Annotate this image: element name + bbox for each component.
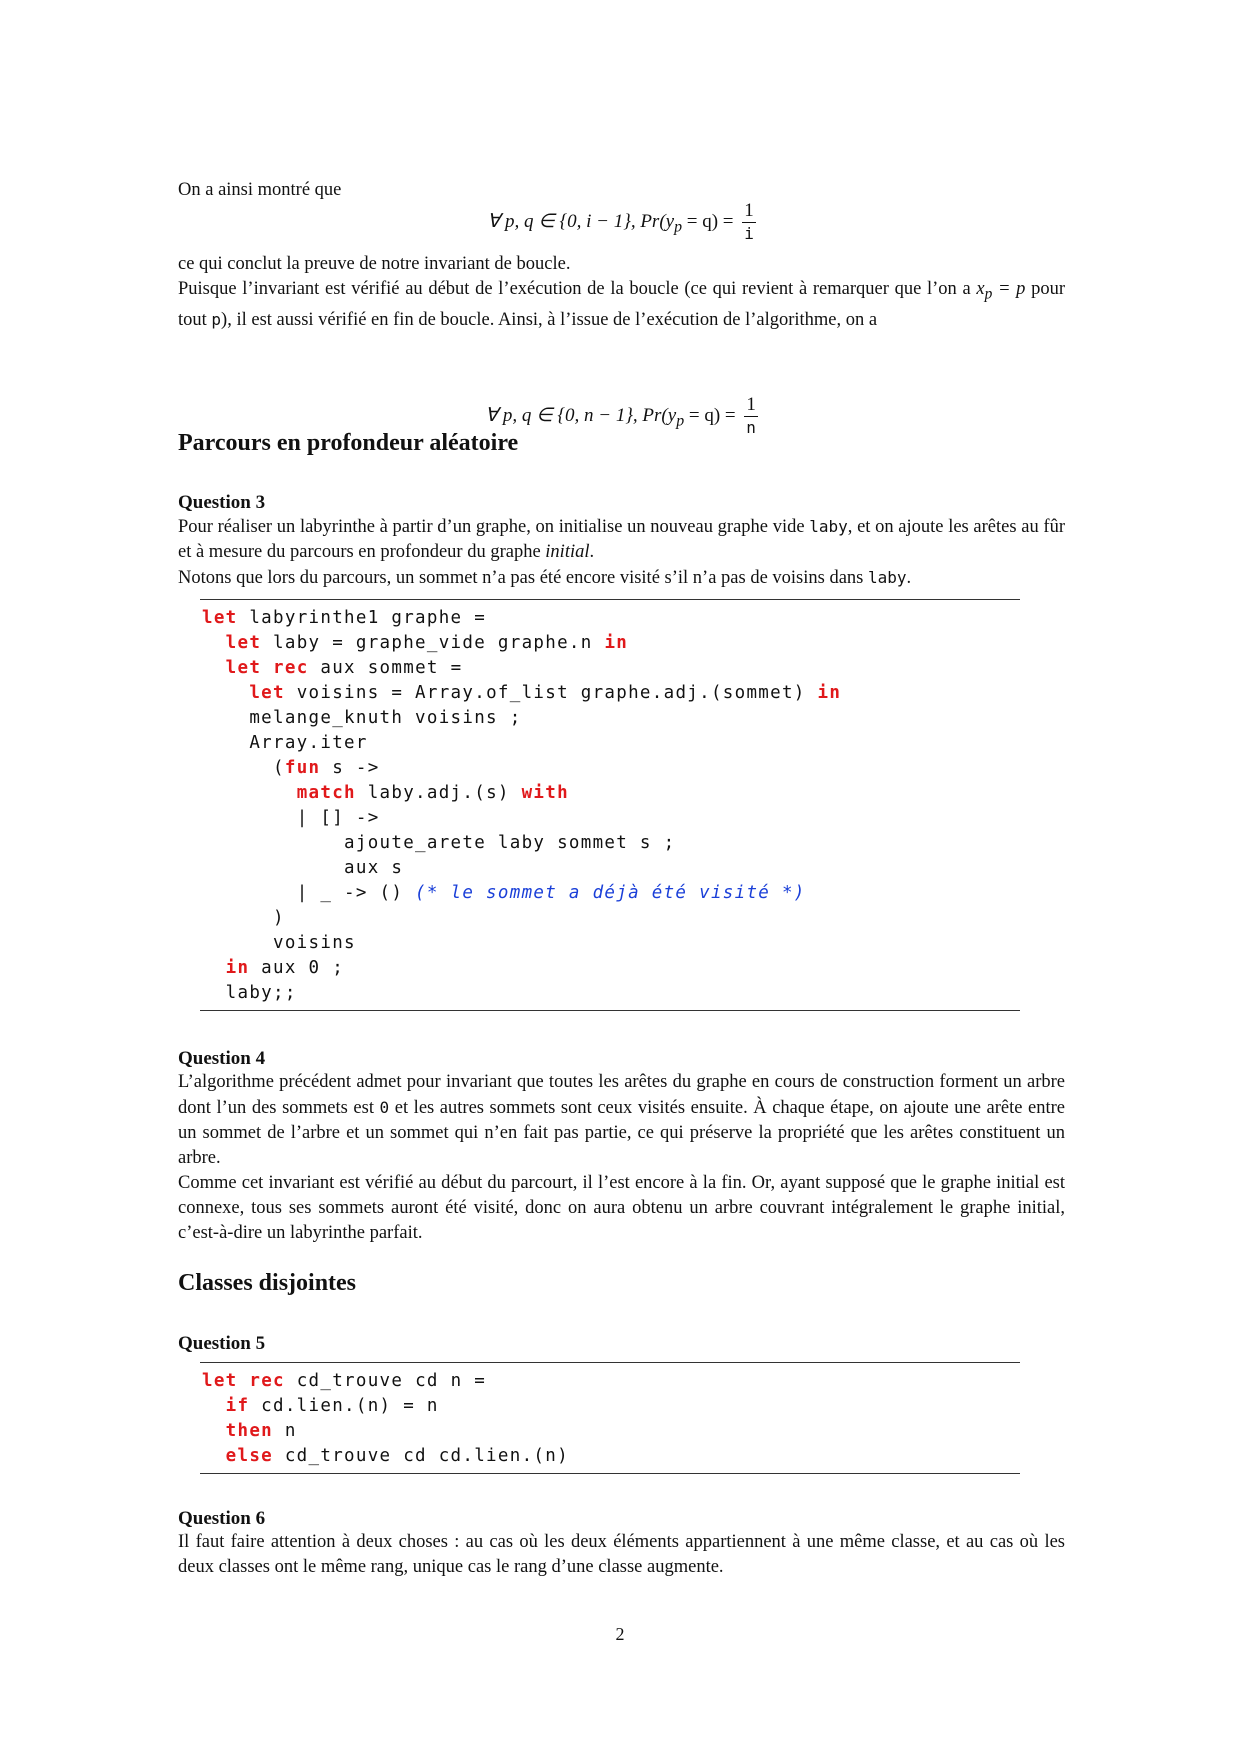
- eq1-numerator: 1: [744, 200, 754, 221]
- question-4-title: Question 4: [178, 1048, 266, 1069]
- intro-line-1: On a ainsi montré que: [178, 180, 342, 200]
- code-keyword: if: [225, 1396, 250, 1416]
- q3-p1-part-a: Pour réaliser un labyrinthe à partir d’un graphe, on initialise un nouveau graphe vide: [178, 517, 810, 537]
- code-line: Array.iter: [249, 733, 368, 753]
- code-line: | _ -> (): [296, 883, 416, 903]
- question-6-title: Question 6: [178, 1508, 266, 1529]
- eq2-denominator: n: [746, 418, 756, 437]
- code-keyword: let: [202, 608, 238, 628]
- intro-p3-part-a: Puisque l’invariant est vérifié au début de l’exécution de la boucle (ce qui revient à remarquer que l’on a: [178, 279, 977, 299]
- q3-p1-part-c: .: [589, 542, 595, 562]
- q4-p1-part-a: L’algorithme précédent admet pour invariant que toutes les arêtes du graphe en cours de construction forment un arbre dont l’un des sommets est: [178, 1072, 1065, 1118]
- code-line: laby = graphe_vide graphe.n: [261, 633, 605, 653]
- question-3-title: Question 3: [178, 492, 266, 513]
- code-keyword: rec: [273, 658, 309, 678]
- code-keyword: let: [225, 633, 262, 653]
- eq2-rhs: = q) =: [684, 404, 736, 426]
- question-6-paragraph-1: Il faut faire attention à deux choses : au cas où les deux éléments appartiennent à une même classe, et au cas où les deux classes ont le même rang, unique cas le rang d’une classe augmente.: [178, 1532, 1065, 1577]
- q3-p1-code: laby: [809, 517, 848, 536]
- q3-p2-code: laby: [868, 568, 907, 587]
- eq2-sub: p: [676, 412, 685, 430]
- question-4-paragraph-1: [178, 1070, 1065, 1171]
- code-keyword: let: [249, 683, 285, 703]
- intro-p3-sub: p: [984, 285, 993, 303]
- eq1-denominator: i: [744, 224, 754, 243]
- code-keyword: let: [202, 1371, 238, 1391]
- code-keyword: in: [817, 683, 842, 703]
- code-listing-1: [200, 600, 1020, 1010]
- intro-line-2: ce qui conclut la preuve de notre invariant de boucle.: [178, 254, 571, 274]
- code-line: (: [273, 758, 285, 778]
- code-line: cd.lien.(n) = n: [249, 1396, 439, 1416]
- code-line: cd_trouve cd cd.lien.(n): [273, 1446, 569, 1466]
- code-line: voisins = Array.of_list graphe.adj.(sommet): [284, 683, 818, 703]
- section-title: Classes disjointes: [178, 1270, 357, 1296]
- q3-p1-emphasis: initial: [545, 542, 590, 562]
- code-keyword: match: [296, 783, 356, 803]
- intro-p3-part-c: ), il est aussi vérifié en fin de boucle. Ainsi, à l’issue de l’exécution de l’algorithme, on a: [221, 309, 878, 330]
- code-line: n: [273, 1421, 297, 1441]
- intro-p3-code: p: [211, 309, 222, 329]
- code-line: voisins: [273, 933, 356, 953]
- code-line: aux s: [344, 858, 404, 878]
- code-line: ): [273, 908, 285, 928]
- intro-paragraph-3: [178, 277, 1065, 333]
- intro-p3-eq: = p: [992, 279, 1026, 299]
- code-keyword: with: [521, 783, 569, 803]
- code-keyword: else: [225, 1446, 274, 1466]
- eq1-sub: p: [674, 218, 682, 236]
- question-3: [178, 492, 1065, 591]
- code-keyword: then: [225, 1421, 274, 1441]
- equation-1: [178, 200, 1065, 245]
- code-keyword: fun: [284, 758, 321, 778]
- code-block-labyrinthe1: [200, 599, 1020, 1011]
- code-keyword: rec: [249, 1371, 285, 1391]
- code-line: laby.adj.(s): [355, 783, 522, 803]
- question-4-paragraph-2: Comme cet invariant est vérifié au début du parcourt, il l’est encore à la fin. Or, ayant supposé que le graphe initial est connexe, tous ses sommets auront été visité, donc on aura obtenu un arbre couvrant intégralement le graphe initial, c’est-à-dire un labyrinthe parfait.: [178, 1173, 1065, 1243]
- question-5: [178, 1333, 1065, 1355]
- code-line: aux 0 ;: [249, 958, 345, 978]
- q3-p2-part-b: .: [906, 568, 912, 588]
- code-comment: (* le sommet a déjà été visité *): [415, 883, 806, 903]
- q4-p1-part-b: et les autres sommets sont ceux visités ensuite. À chaque étape, on ajoute une arête entre un sommet de l’arbre et un sommet qui n’en fait pas partie, ce qui préserve la propriété que les arêtes constituent un arbre.: [178, 1098, 1065, 1168]
- code-keyword: let: [225, 658, 262, 678]
- code-line: aux sommet =: [308, 658, 463, 678]
- code-listing-2: [200, 1363, 1020, 1473]
- eq2-lhs: ∀ p, q ∈ {0, n − 1}, Pr(y: [485, 404, 677, 426]
- section-heading-classes: [178, 1270, 1065, 1297]
- q4-p1-code: 0: [379, 1098, 390, 1117]
- intro-block-2: [178, 252, 1065, 333]
- code-keyword: in: [225, 958, 250, 978]
- eq1-rhs: = q) =: [682, 210, 734, 232]
- eq1-fraction: [742, 200, 756, 245]
- code-line: s ->: [320, 758, 380, 778]
- intro-p3-math: x: [976, 279, 985, 299]
- code-line: | [] ->: [296, 808, 380, 828]
- section-title: Parcours en profondeur aléatoire: [178, 430, 519, 456]
- code-line: labyrinthe1 graphe =: [237, 608, 487, 628]
- code-line: melange_knuth voisins ;: [249, 708, 522, 728]
- eq1-lhs: ∀ p, q ∈ {0, i − 1}, Pr(y: [487, 210, 675, 232]
- q3-p2-part-a: Notons que lors du parcours, un sommet n’a pas été encore visité s’il n’a pas de voisins dans: [178, 568, 869, 588]
- eq2-numerator: 1: [746, 394, 756, 415]
- code-block-cd-trouve: [200, 1362, 1020, 1474]
- page-number: 2: [615, 1624, 625, 1644]
- section-heading-parcours: [178, 430, 1065, 457]
- question-3-paragraph-2: [178, 565, 1065, 591]
- question-4: [178, 1048, 1065, 1246]
- question-3-paragraph-1: [178, 514, 1065, 565]
- code-line: laby;;: [225, 983, 297, 1003]
- question-6: [178, 1508, 1065, 1580]
- code-line: cd_trouve cd n =: [284, 1371, 487, 1391]
- q3-p1-part-b: , et on ajoute les arêtes au fûr et à mesure du parcours en profondeur du graphe: [178, 517, 1065, 562]
- question-5-title: Question 5: [178, 1333, 266, 1354]
- code-line: ajoute_arete laby sommet s ;: [344, 833, 676, 853]
- code-keyword: in: [604, 633, 629, 653]
- intro-p3-part-b: pour tout: [178, 279, 1066, 330]
